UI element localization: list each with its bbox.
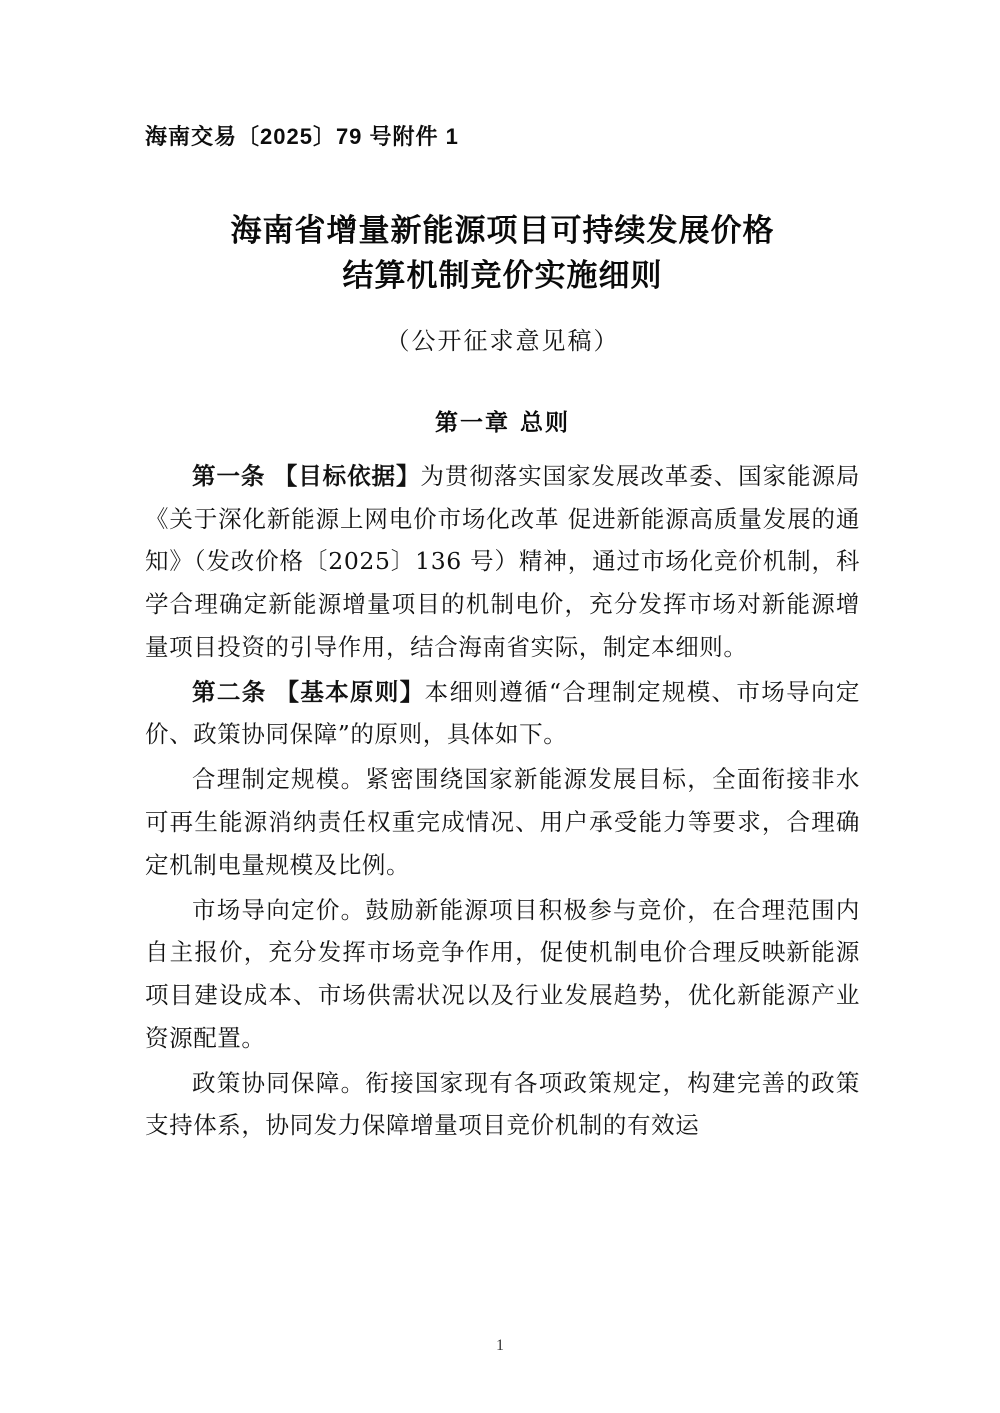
paragraph-article-2 [145,671,860,757]
document-number: 海南交易〔2025〕79 号附件 1 [145,124,459,149]
article-term: 【基本原则】 [275,677,425,706]
paragraph-text: 政策协同保障。衔接国家现有各项政策规定，构建完善的政策支持体系，协同发力保障增量项目竞价机制的有效运 [145,1068,860,1140]
paragraph-article-1 [145,455,860,669]
article-term: 【目标依据】 [273,461,421,490]
page-title-line-1: 海南省增量新能源项目可持续发展价格 [230,213,775,249]
paragraph-principle-pricing [145,889,860,1060]
paragraph-text: 合理制定规模。紧密围绕国家新能源发展目标，全面衔接非水可再生能源消纳责任权重完成情况、用户承受能力等要求，合理确定机制电量规模及比例。 [145,765,860,879]
page-title-line-2: 结算机制竞价实施细则 [342,257,663,294]
article-label: 第二条 [192,677,267,706]
article-text: 为贯彻落实国家发展改革委、国家能源局《关于深化新能源上网电价市场化改革 促进新能源高质量发展的通知》（发改价格〔2025〕136 号）精神，通过市场化竞价机制，科学合理确定新能源增量项目的机制电价，充分发挥市场对新能源增量项目投资的引导作用，结合海南省实际，制定本细则。 [145,461,860,661]
page-title [163,209,843,299]
document-subtitle: （公开征求意见稿） [385,326,620,355]
chapter-heading: 第一章 总则 [434,408,570,436]
article-label: 第一条 [192,461,266,490]
title-block [145,209,860,356]
page-number: 1 [496,1337,504,1354]
paragraph-text: 市场导向定价。鼓励新能源项目积极参与竞价，在合理范围内自主报价，充分发挥市场竞争作用，促使机制电价合理反映新能源项目建设成本、市场供需状况以及行业发展趋势，优化新能源产业资源配置。 [145,895,860,1052]
article-text: 本细则遵循“合理制定规模、市场导向定价、政策协同保障”的原则，具体如下。 [145,677,860,749]
paragraph-principle-scale [145,758,860,886]
paragraph-principle-policy [145,1062,860,1148]
